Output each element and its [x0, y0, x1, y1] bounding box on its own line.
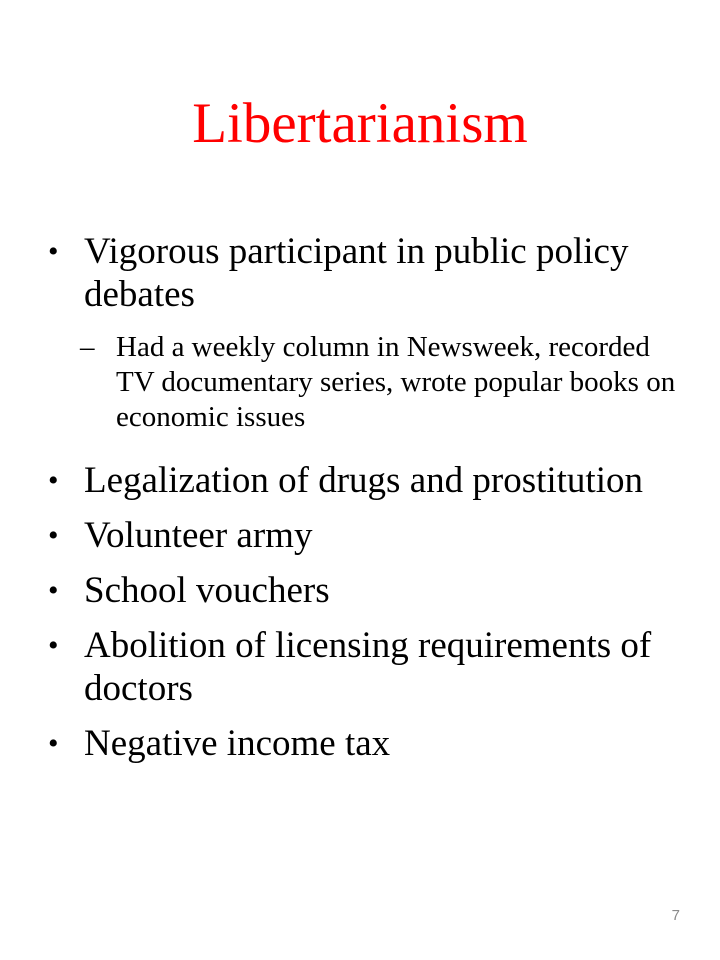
sub-bullet-text: Had a weekly column in Newsweek, recorded TV documentary series, wrote popular books on economic issues — [116, 331, 676, 433]
bullet-marker: • — [48, 727, 59, 760]
slide-title: Libertarianism — [192, 92, 528, 155]
bullet-marker: • — [48, 464, 59, 497]
bullet-text: Abolition of licensing requirements of doctors — [84, 625, 652, 709]
bullet-text: Volunteer army — [84, 515, 313, 556]
bullet-marker: • — [48, 574, 59, 607]
bullet-text: School vouchers — [84, 570, 330, 611]
bullet-list — [48, 230, 688, 765]
bullet-item-legalization — [48, 459, 688, 502]
bullet-item-volunteer-army — [48, 514, 688, 557]
page-number: 7 — [671, 907, 680, 924]
bullet-text: Vigorous participant in public policy debates — [84, 231, 629, 315]
bullet-text: Negative income tax — [84, 723, 391, 764]
bullet-marker: • — [48, 235, 59, 268]
bullet-item-school-vouchers — [48, 569, 688, 612]
bullet-marker: • — [48, 629, 59, 662]
bullet-item-public-policy — [48, 230, 688, 316]
sub-bullet-marker: – — [80, 331, 95, 363]
bullet-marker: • — [48, 519, 59, 552]
bullet-item-negative-income-tax — [48, 722, 688, 765]
sub-bullet-item-newsweek — [48, 330, 688, 435]
bullet-item-licensing — [48, 624, 688, 710]
bullet-text: Legalization of drugs and prostitution — [84, 460, 643, 501]
